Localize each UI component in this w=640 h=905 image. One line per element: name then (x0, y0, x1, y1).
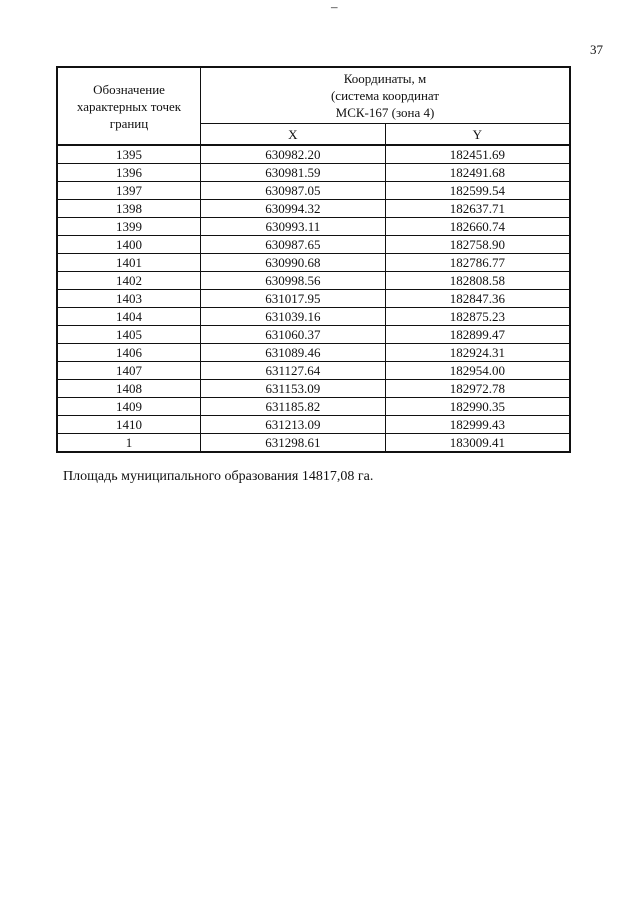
x-coordinate-cell: 631039.16 (201, 308, 386, 326)
table-row (57, 164, 570, 182)
table-row (57, 182, 570, 200)
table-row (57, 326, 570, 344)
table-row (57, 344, 570, 362)
y-coordinate-cell: 182599.54 (385, 182, 570, 200)
y-coordinate-cell: 182637.71 (385, 200, 570, 218)
y-coordinate-cell: 182990.35 (385, 398, 570, 416)
point-label-header: Обозначение характерных точек границ (57, 67, 201, 145)
y-coordinate-cell: 182924.31 (385, 344, 570, 362)
point-cell: 1406 (57, 344, 201, 362)
coordinates-header (201, 67, 571, 124)
table-row (57, 254, 570, 272)
y-coordinate-cell: 183009.41 (385, 434, 570, 453)
coordinates-header-line3: МСК-167 (зона 4) (335, 105, 435, 121)
x-coordinate-cell: 630994.32 (201, 200, 386, 218)
coordinates-table (56, 66, 571, 453)
table-row (57, 236, 570, 254)
point-cell: 1395 (57, 145, 201, 164)
y-column-header: Y (385, 124, 570, 145)
point-cell: 1407 (57, 362, 201, 380)
x-coordinate-cell: 630993.11 (201, 218, 386, 236)
x-coordinate-cell: 631127.64 (201, 362, 386, 380)
y-coordinate-cell: 182808.58 (385, 272, 570, 290)
point-cell: 1403 (57, 290, 201, 308)
table-row (57, 308, 570, 326)
x-coordinate-cell: 630981.59 (201, 164, 386, 182)
x-coordinate-cell: 631153.09 (201, 380, 386, 398)
coordinates-header-line2: (система координат (330, 88, 440, 104)
y-coordinate-cell: 182847.36 (385, 290, 570, 308)
table-row (57, 218, 570, 236)
point-cell: 1397 (57, 182, 201, 200)
table-row (57, 200, 570, 218)
point-cell: 1404 (57, 308, 201, 326)
point-cell: 1405 (57, 326, 201, 344)
point-cell: 1399 (57, 218, 201, 236)
y-coordinate-cell: 182875.23 (385, 308, 570, 326)
table-row (57, 362, 570, 380)
point-cell: 1400 (57, 236, 201, 254)
y-coordinate-cell: 182954.00 (385, 362, 570, 380)
table-row (57, 416, 570, 434)
point-cell: 1402 (57, 272, 201, 290)
y-coordinate-cell: 182491.68 (385, 164, 570, 182)
point-cell: 1401 (57, 254, 201, 272)
point-cell: 1408 (57, 380, 201, 398)
x-coordinate-cell: 631089.46 (201, 344, 386, 362)
x-coordinate-cell: 630987.65 (201, 236, 386, 254)
top-dash-mark: – (331, 0, 338, 14)
point-cell: 1409 (57, 398, 201, 416)
table-row (57, 380, 570, 398)
x-coordinate-cell: 630982.20 (201, 145, 386, 164)
x-coordinate-cell: 631298.61 (201, 434, 386, 453)
coordinates-header-line1: Координаты, м (343, 71, 427, 87)
x-coordinate-cell: 631213.09 (201, 416, 386, 434)
point-cell: 1410 (57, 416, 201, 434)
x-coordinate-cell: 631185.82 (201, 398, 386, 416)
table-header (57, 67, 570, 145)
x-coordinate-cell: 630990.68 (201, 254, 386, 272)
table-row (57, 272, 570, 290)
y-coordinate-cell: 182660.74 (385, 218, 570, 236)
point-cell: 1 (57, 434, 201, 453)
y-coordinate-cell: 182758.90 (385, 236, 570, 254)
y-coordinate-cell: 182972.78 (385, 380, 570, 398)
x-coordinate-cell: 630987.05 (201, 182, 386, 200)
table-header-row (57, 67, 570, 124)
x-coordinate-cell: 630998.56 (201, 272, 386, 290)
y-coordinate-cell: 182786.77 (385, 254, 570, 272)
x-column-header: X (201, 124, 386, 145)
area-note: Площадь муниципального образования 14817,08 га. (63, 469, 374, 484)
y-coordinate-cell: 182899.47 (385, 326, 570, 344)
page-number: 37 (590, 42, 603, 57)
point-cell: 1396 (57, 164, 201, 182)
table-row (57, 398, 570, 416)
x-coordinate-cell: 631060.37 (201, 326, 386, 344)
table-row (57, 434, 570, 453)
table-row (57, 290, 570, 308)
table-row (57, 145, 570, 164)
y-coordinate-cell: 182999.43 (385, 416, 570, 434)
x-coordinate-cell: 631017.95 (201, 290, 386, 308)
y-coordinate-cell: 182451.69 (385, 145, 570, 164)
point-cell: 1398 (57, 200, 201, 218)
table-body (57, 145, 570, 452)
